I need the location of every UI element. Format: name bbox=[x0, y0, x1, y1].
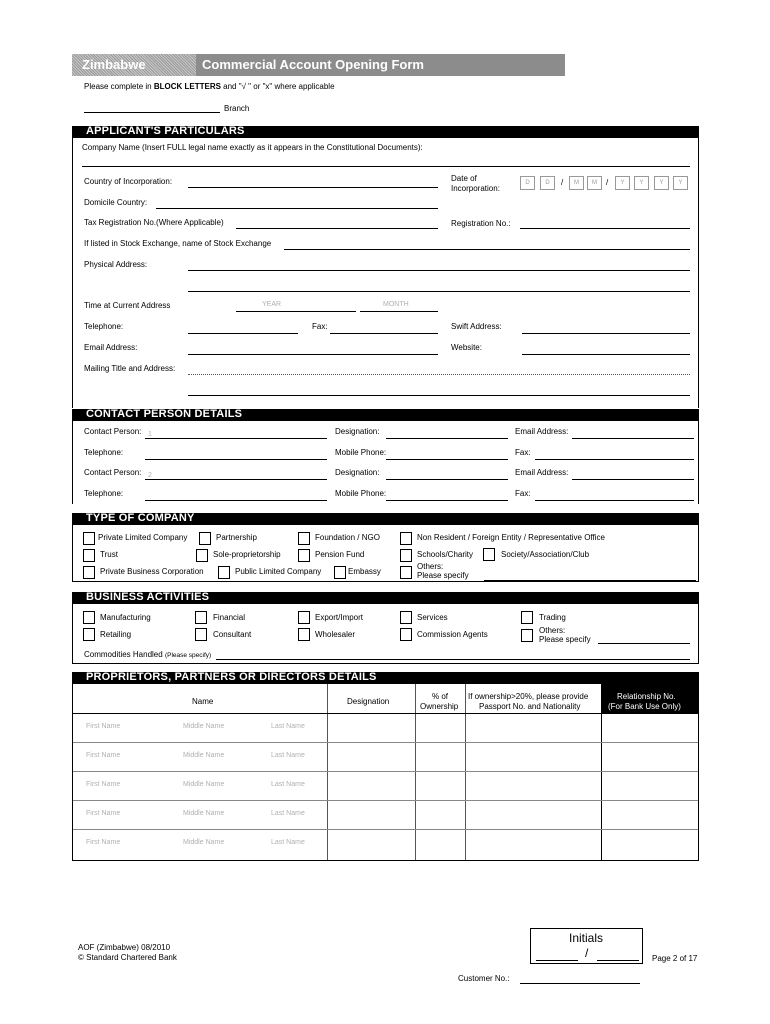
middle-name-placeholder[interactable]: Middle Name bbox=[183, 810, 225, 817]
mailing-address-field-1[interactable] bbox=[188, 374, 690, 375]
initials-field-2[interactable] bbox=[597, 960, 639, 961]
checkbox-export-import[interactable] bbox=[298, 611, 310, 624]
country-banner bbox=[72, 54, 196, 76]
date-day-box-2[interactable]: D bbox=[540, 176, 555, 190]
year-field[interactable] bbox=[236, 311, 356, 312]
middle-name-placeholder[interactable]: Middle Name bbox=[183, 723, 225, 730]
contact-email-1-label: Email Address: bbox=[515, 427, 569, 436]
label-commission: Commission Agents bbox=[417, 630, 488, 639]
mailing-address-label: Mailing Title and Address: bbox=[84, 364, 176, 373]
contact-email-1-field[interactable] bbox=[572, 438, 694, 439]
date-year-box-2[interactable]: Y bbox=[634, 176, 649, 190]
contact-telephone-2-field[interactable] bbox=[145, 500, 327, 501]
col-header-pct-2: Ownership bbox=[420, 702, 459, 711]
mobile-1-field[interactable] bbox=[386, 459, 508, 460]
label-private-business: Private Business Corporation bbox=[100, 567, 204, 576]
label-services: Services bbox=[417, 613, 448, 622]
checkbox-commission[interactable] bbox=[400, 628, 412, 641]
form-title-banner bbox=[196, 54, 565, 76]
country-incorporation-field[interactable] bbox=[188, 187, 438, 188]
country-label: Zimbabwe bbox=[82, 57, 146, 72]
contact-person-1-field[interactable] bbox=[145, 438, 327, 439]
checkbox-schools[interactable] bbox=[400, 549, 412, 562]
date-separator-1: / bbox=[561, 178, 564, 187]
last-name-placeholder[interactable]: Last Name bbox=[271, 781, 305, 788]
checkbox-pension[interactable] bbox=[298, 549, 310, 562]
stock-exchange-label: If listed in Stock Exchange, name of Stock Exchange bbox=[84, 239, 272, 248]
contact-telephone-2-label: Telephone: bbox=[84, 489, 124, 498]
checkbox-partnership[interactable] bbox=[199, 532, 211, 545]
contact-person-2-label: Contact Person: bbox=[84, 468, 142, 477]
swift-address-label: Swift Address: bbox=[451, 322, 502, 331]
contact-fax-1-label: Fax: bbox=[515, 448, 531, 457]
physical-address-field-2[interactable] bbox=[188, 291, 690, 292]
branch-field[interactable] bbox=[84, 112, 220, 113]
contact-person-1-label: Contact Person: bbox=[84, 427, 142, 436]
label-others-business-2: Please specify bbox=[539, 635, 591, 644]
date-year-box-3[interactable]: Y bbox=[654, 176, 669, 190]
copyright: © Standard Chartered Bank bbox=[78, 953, 177, 962]
label-society: Society/Association/Club bbox=[501, 550, 590, 559]
contact-fax-2-label: Fax: bbox=[515, 489, 531, 498]
checkbox-embassy[interactable] bbox=[334, 566, 346, 579]
month-field[interactable] bbox=[360, 311, 438, 312]
first-name-placeholder[interactable]: First Name bbox=[86, 752, 121, 759]
mobile-2-label: Mobile Phone: bbox=[335, 489, 387, 498]
label-sole-prop: Sole-proprietorship bbox=[213, 550, 281, 559]
first-name-placeholder[interactable]: First Name bbox=[86, 781, 121, 788]
label-foundation: Foundation / NGO bbox=[315, 533, 380, 542]
month-placeholder: MONTH bbox=[383, 301, 409, 308]
last-name-placeholder[interactable]: Last Name bbox=[271, 752, 305, 759]
label-manufacturing: Manufacturing bbox=[100, 613, 151, 622]
label-embassy: Embassy bbox=[348, 567, 381, 576]
col-header-ownership-2: Passport No. and Nationality bbox=[479, 702, 581, 711]
label-partnership: Partnership bbox=[216, 533, 257, 542]
date-separator-2: / bbox=[606, 178, 609, 187]
registration-no-label: Registration No.: bbox=[451, 219, 511, 228]
website-field[interactable] bbox=[522, 354, 690, 355]
email-field[interactable] bbox=[188, 354, 438, 355]
col-header-relationship-1: Relationship No. bbox=[617, 692, 676, 701]
domicile-label: Domicile Country: bbox=[84, 198, 148, 207]
date-year-box-4[interactable]: Y bbox=[673, 176, 688, 190]
proprietors-section-title: PROPRIETORS, PARTNERS OR DIRECTORS DETAILS bbox=[86, 671, 377, 683]
date-incorporation-label-1: Date of bbox=[451, 174, 477, 183]
label-export-import: Export/Import bbox=[315, 613, 364, 622]
proprietors-table bbox=[72, 684, 699, 861]
checkbox-private-business[interactable] bbox=[83, 566, 95, 579]
page-number: Page 2 of 17 bbox=[652, 954, 698, 963]
date-month-box-1[interactable]: M bbox=[569, 176, 584, 190]
telephone-label: Telephone: bbox=[84, 322, 124, 331]
label-public-limited: Public Limited Company bbox=[235, 567, 322, 576]
checkbox-retailing[interactable] bbox=[83, 628, 95, 641]
checkbox-wholesaler[interactable] bbox=[298, 628, 310, 641]
first-name-placeholder[interactable]: First Name bbox=[86, 839, 121, 846]
checkbox-foundation[interactable] bbox=[298, 532, 310, 545]
swift-address-field[interactable] bbox=[522, 333, 690, 334]
initials-box bbox=[530, 928, 643, 964]
contact-fax-1-field[interactable] bbox=[535, 459, 694, 460]
last-name-placeholder[interactable]: Last Name bbox=[271, 810, 305, 817]
business-section-title: BUSINESS ACTIVITIES bbox=[86, 591, 210, 603]
fax-label: Fax: bbox=[312, 322, 328, 331]
contact-telephone-1-field[interactable] bbox=[145, 459, 327, 460]
last-name-placeholder[interactable]: Last Name bbox=[271, 839, 305, 846]
label-non-resident: Non Resident / Foreign Entity / Representative Office bbox=[417, 533, 605, 542]
date-year-box-1[interactable]: Y bbox=[615, 176, 630, 190]
checkbox-services[interactable] bbox=[400, 611, 412, 624]
col-header-ownership-1: If ownership>20%, please provide bbox=[468, 692, 589, 701]
col-header-relationship-2: (For Bank Use Only) bbox=[608, 702, 681, 711]
checkbox-public-limited[interactable] bbox=[218, 566, 230, 579]
contact-section-title: CONTACT PERSON DETAILS bbox=[86, 408, 243, 420]
applicant-section-title: APPLICANT'S PARTICULARS bbox=[86, 125, 245, 137]
label-others-business-1: Others: bbox=[539, 626, 566, 635]
checkbox-trust[interactable] bbox=[83, 549, 95, 562]
checkbox-society[interactable] bbox=[483, 548, 495, 561]
checkbox-non-resident[interactable] bbox=[400, 532, 412, 545]
registration-no-field[interactable] bbox=[520, 228, 690, 229]
col-header-pct-1: % of bbox=[432, 692, 449, 701]
label-trust: Trust bbox=[100, 550, 118, 559]
checkbox-private-limited[interactable] bbox=[83, 532, 95, 545]
label-consultant: Consultant bbox=[213, 630, 252, 639]
label-private-limited: Private Limited Company bbox=[98, 533, 188, 542]
stock-exchange-field[interactable] bbox=[284, 249, 690, 250]
label-wholesaler: Wholesaler bbox=[315, 630, 356, 639]
mobile-1-label: Mobile Phone: bbox=[335, 448, 387, 457]
year-placeholder: YEAR bbox=[262, 301, 282, 308]
initials-field-1[interactable] bbox=[536, 960, 578, 961]
label-trading: Trading bbox=[539, 613, 566, 622]
designation-1-field[interactable] bbox=[386, 438, 508, 439]
middle-name-placeholder[interactable]: Middle Name bbox=[183, 781, 225, 788]
label-pension: Pension Fund bbox=[315, 550, 365, 559]
telephone-field[interactable] bbox=[188, 333, 298, 334]
mailing-address-field-2[interactable] bbox=[188, 395, 690, 396]
domicile-field[interactable] bbox=[156, 208, 438, 209]
contact-fax-2-field[interactable] bbox=[535, 500, 694, 501]
date-month-box-2[interactable]: M bbox=[587, 176, 602, 190]
contact-email-2-label: Email Address: bbox=[515, 468, 569, 477]
others-business-field[interactable] bbox=[598, 643, 690, 644]
initials-separator: / bbox=[585, 946, 589, 960]
commodities-field[interactable] bbox=[216, 659, 690, 660]
tax-registration-label: Tax Registration No.(Where Applicable) bbox=[84, 218, 224, 227]
checkbox-others-business[interactable] bbox=[521, 629, 533, 642]
checkbox-sole-prop[interactable] bbox=[196, 549, 208, 562]
label-others-type-2: Please specify bbox=[417, 571, 469, 580]
date-day-box-1[interactable]: D bbox=[520, 176, 535, 190]
branch-label: Branch bbox=[224, 104, 250, 113]
middle-name-placeholder[interactable]: Middle Name bbox=[183, 752, 225, 759]
checkbox-manufacturing[interactable] bbox=[83, 611, 95, 624]
contact-email-2-field[interactable] bbox=[572, 479, 694, 480]
form-title: Commercial Account Opening Form bbox=[202, 57, 424, 72]
designation-2-label: Designation: bbox=[335, 468, 380, 477]
col-header-designation: Designation bbox=[347, 697, 390, 706]
time-at-address-label: Time at Current Address bbox=[84, 301, 171, 310]
company-name-label: Company Name (Insert FULL legal name exactly as it appears in the Constitutional Documents): bbox=[82, 143, 423, 152]
checkbox-consultant[interactable] bbox=[195, 628, 207, 641]
others-type-field[interactable] bbox=[484, 580, 696, 581]
contact-person-2-index: 2 bbox=[148, 472, 152, 479]
designation-2-field[interactable] bbox=[386, 479, 508, 480]
customer-no-label: Customer No.: bbox=[458, 974, 510, 983]
fax-field[interactable] bbox=[330, 333, 438, 334]
checkbox-trading[interactable] bbox=[521, 611, 533, 624]
first-name-placeholder[interactable]: First Name bbox=[86, 810, 121, 817]
label-others-type-1: Others: bbox=[417, 562, 444, 571]
checkbox-others-type[interactable] bbox=[400, 566, 412, 579]
physical-address-field-1[interactable] bbox=[188, 270, 690, 271]
form-code: AOF (Zimbabwe) 08/2010 bbox=[78, 943, 171, 952]
mobile-2-field[interactable] bbox=[386, 500, 508, 501]
contact-person-1-index: 1 bbox=[148, 431, 152, 438]
label-financial: Financial bbox=[213, 613, 246, 622]
initials-label: Initials bbox=[569, 931, 604, 945]
tax-registration-field[interactable] bbox=[236, 228, 438, 229]
company-type-section-title: TYPE OF COMPANY bbox=[86, 512, 195, 524]
designation-1-label: Designation: bbox=[335, 427, 380, 436]
last-name-placeholder[interactable]: Last Name bbox=[271, 723, 305, 730]
customer-no-field[interactable] bbox=[520, 983, 640, 984]
physical-address-label: Physical Address: bbox=[84, 260, 148, 269]
company-name-field[interactable] bbox=[82, 166, 690, 167]
date-incorporation-label-2: Incorporation: bbox=[451, 184, 500, 193]
middle-name-placeholder[interactable]: Middle Name bbox=[183, 839, 225, 846]
contact-telephone-1-label: Telephone: bbox=[84, 448, 124, 457]
website-label: Website: bbox=[451, 343, 482, 352]
checkbox-financial[interactable] bbox=[195, 611, 207, 624]
col-header-name: Name bbox=[192, 697, 214, 706]
commodities-label: Commodities Handled (Please specify) bbox=[84, 650, 212, 659]
label-retailing: Retailing bbox=[100, 630, 132, 639]
instructions: Please complete in BLOCK LETTERS and "√ " or "x" where applicable bbox=[84, 82, 335, 91]
email-label: Email Address: bbox=[84, 343, 138, 352]
country-incorporation-label: Country of Incorporation: bbox=[84, 177, 173, 186]
label-schools: Schools/Charity bbox=[417, 550, 474, 559]
first-name-placeholder[interactable]: First Name bbox=[86, 723, 121, 730]
contact-person-2-field[interactable] bbox=[145, 479, 327, 480]
